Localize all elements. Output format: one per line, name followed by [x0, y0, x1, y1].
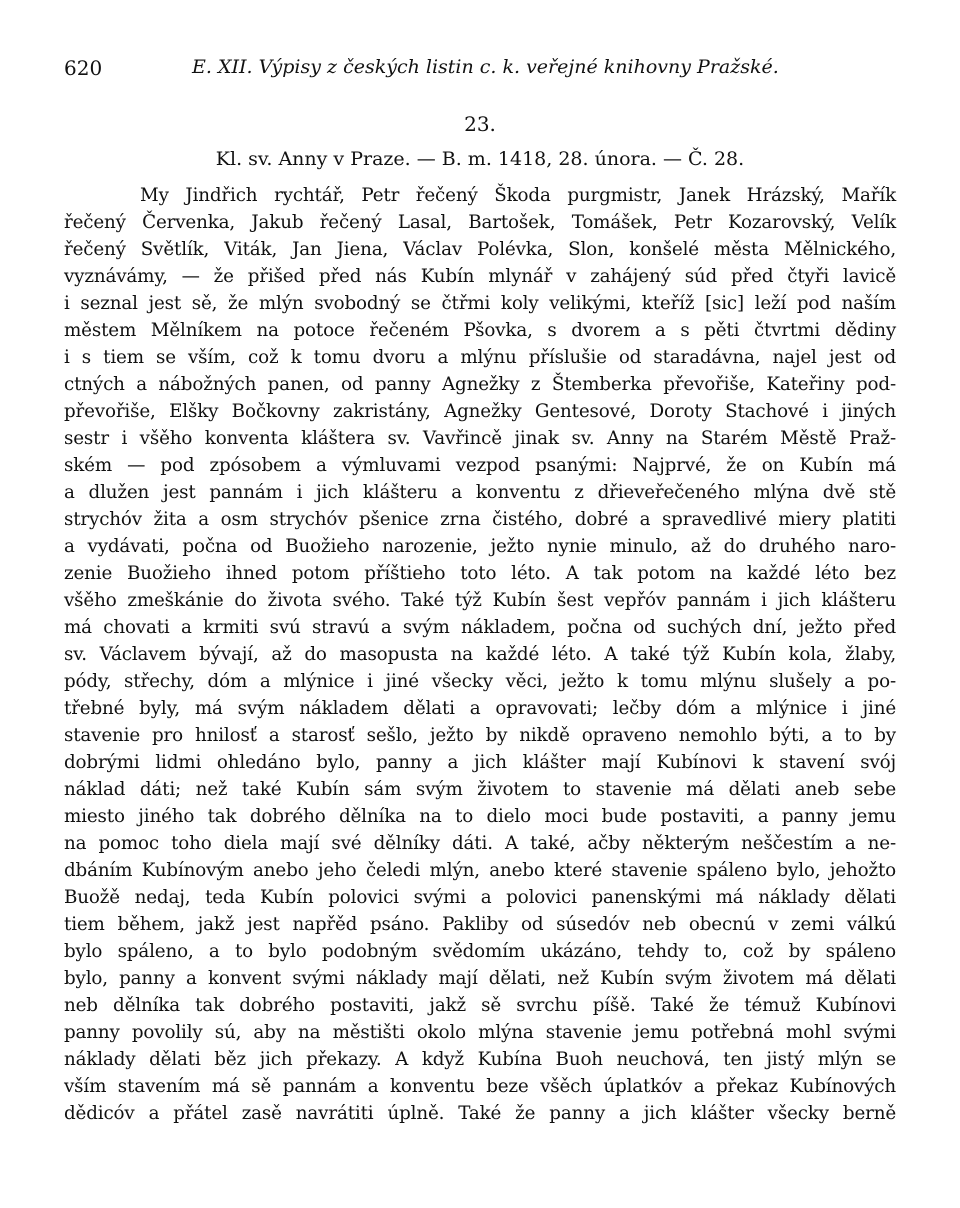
text-line: vším stavením má sě pannám a konventu beze všěch úplatkóv a překaz Kubínových [64, 1076, 896, 1097]
text-line: tiem během, jakž jest napřěd psáno. Pakliby od súsedóv neb obecnú v zemi válkú [64, 914, 896, 935]
text-line: miesto jiného tak dobrého dělníka na to dielo moci bude postaviti, a panny jemu [64, 806, 896, 827]
text-line: náklady dělati běz jich překazy. A když Kubína Buoh neuchová, ten jistý mlýn se [64, 1049, 896, 1070]
text-line: řečený Světlík, Viták, Jan Jiena, Václav Polévka, Slon, konšelé města Mělnického, [64, 239, 896, 260]
text-line: zenie Buožieho ihned potom příštieho toto léto. A tak potom na každé léto bez [64, 563, 896, 584]
running-head: E. XII. Výpisy z českých listin c. k. veřejné knihovny Pražské. [192, 56, 779, 78]
text-line: dbáním Kubínovým anebo jeho čeledi mlýn, anebo které stavenie spáleno bylo, jehožto [64, 860, 896, 881]
text-line: strychóv žita a osm strychóv pšenice zrna čistého, dobré a spravedlivé miery platiti [64, 509, 896, 530]
document-subtitle: Kl. sv. Anny v Praze. — B. m. 1418, 28. února. — Č. 28. [215, 148, 745, 170]
text-line: sv. Václavem bývají, až do masopusta na každé léto. A také týž Kubín kola, žlaby, [64, 644, 896, 665]
text-line: dědicóv a přátel zasě navrátiti úplně. Také že panny a jich klášter všecky berně [64, 1103, 896, 1124]
text-line: bylo, panny a konvent svými náklady mají dělati, než Kubín svým životem má dělati [64, 968, 896, 989]
text-line: sestr i všěho konventa kláštera sv. Vavřincě jinak sv. Anny na Starém Městě Praž- [64, 428, 896, 449]
text-line: stavenie pro hnilosť a starosť sešlo, ježto by nikdě opraveno nemohlo býti, a to by [64, 725, 896, 746]
text-line: převořiše, Elšky Bočkovny zakristány, Agnežky Gentesové, Doroty Stachové i jiných [64, 401, 896, 422]
page-header [64, 56, 896, 86]
text-line: městem Mělníkem na potoce řečeném Pšovka, s dvorem a s pěti čtvrtmi dědiny [64, 320, 896, 341]
text-line: neb dělníka tak dobrého postaviti, jakž sě svrchu píšě. Také že témuž Kubínovi [64, 995, 896, 1016]
text-line: i seznal jest sě, že mlýn svobodný se čtřmi koly velikými, kteříž [sic] leží pod naším [64, 293, 896, 314]
text-line: na pomoc toho diela mají své dělníky dáti. A také, ačby některým neščestím a ne- [64, 833, 896, 854]
text-line: Buožě nedaj, teda Kubín polovici svými a polovici panenskými má náklady dělati [64, 887, 896, 908]
text-line: dobrými lidmi ohledáno bylo, panny a jich klášter mají Kubínovi k stavení svój [64, 752, 896, 773]
text-line: a dlužen jest pannám i jich klášteru a konventu z dřieveřečeného mlýna dvě stě [64, 482, 896, 503]
text-line: má chovati a krmiti svú stravú a svým nákladem, počna od suchých dní, ježto před [64, 617, 896, 638]
text-line: My Jindřich rychtář, Petr řečený Škoda purgmistr, Janek Hrázský, Mařík [140, 185, 896, 206]
text-line: náklad dáti; než také Kubín sám svým životem to stavenie má dělati aneb sebe [64, 779, 896, 800]
text-line: všěho zmeškánie do života svého. Také týž Kubín šest vepřóv pannám i jich klášteru [64, 590, 896, 611]
text-line: pódy, střechy, dóm a mlýnice i jiné všecky věci, ježto k tomu mlýnu slušely a po- [64, 671, 896, 692]
text-line: i s tiem se vším, což k tomu dvoru a mlýnu příslušie od staradávna, najel jest od [64, 347, 896, 368]
text-line: ctných a nábožných panen, od panny Agnežky z Štemberka převořiše, Kateřiny pod- [64, 374, 896, 395]
text-line: řečený Červenka, Jakub řečený Lasal, Bartošek, Tomášek, Petr Kozarovský, Velík [64, 212, 896, 233]
page-number: 620 [64, 56, 103, 80]
text-line: vyznávámy, — že přišed před nás Kubín mlynář v zahájený súd před čtyři lavicě [64, 266, 896, 287]
text-line: ském — pod zpósobem a výmluvami vezpod psanými: Najprvé, že on Kubín má [64, 455, 896, 476]
document-number: 23. [464, 112, 496, 136]
text-line: panny povolily sú, aby na městišti okolo mlýna stavenie jemu potřebná mohl svými [64, 1022, 896, 1043]
text-line: a vydávati, počna od Buožieho narozenie, ježto nynie minulo, až do druhého naro- [64, 536, 896, 557]
body-text [64, 182, 896, 1127]
text-line: třebné byly, má svým nákladem dělati a opravovati; lečby dóm a mlýnice i jiné [64, 698, 896, 719]
text-line: bylo spáleno, a to bylo podobným svědomím ukázáno, tehdy to, což by spáleno [64, 941, 896, 962]
